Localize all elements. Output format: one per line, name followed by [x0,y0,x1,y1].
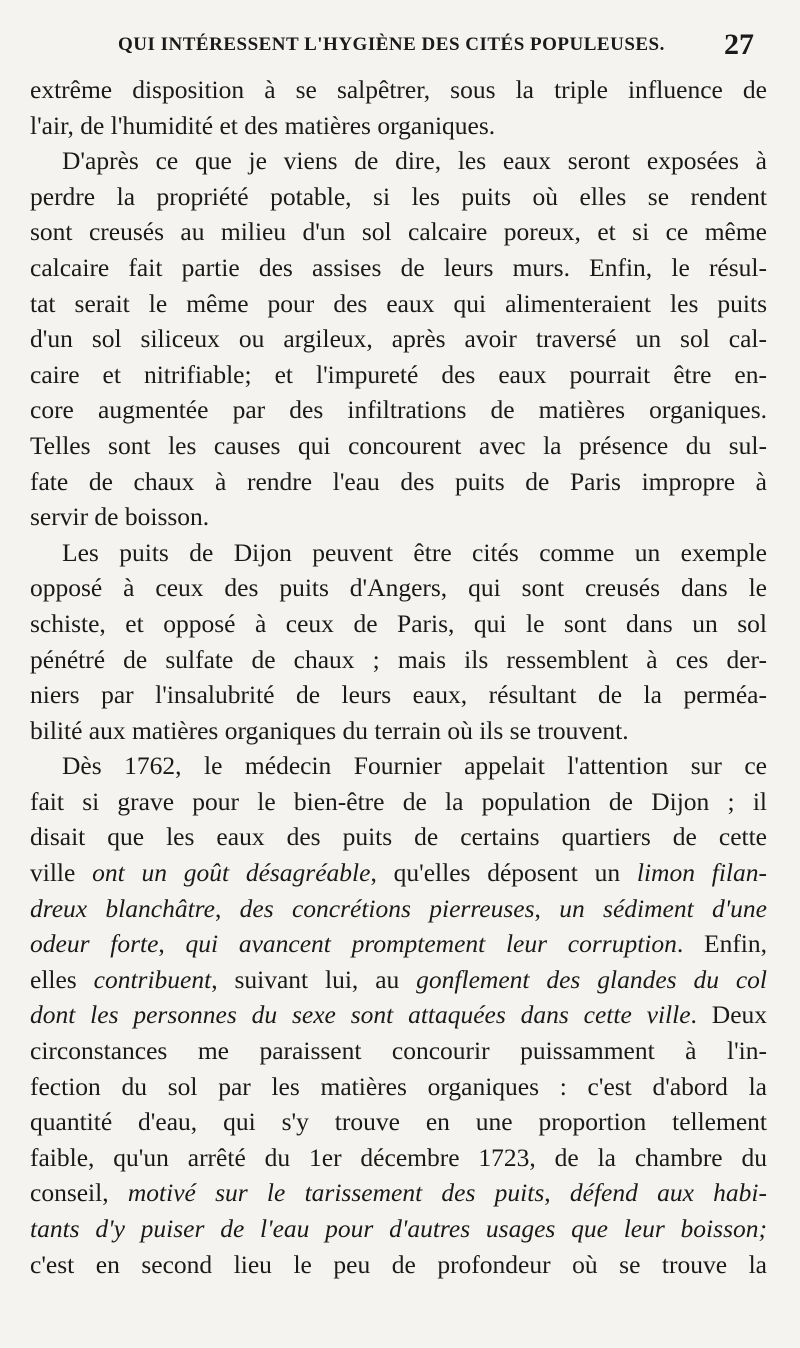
text-line: schiste, et opposé à ceux de Paris, qui le sont dans un sol [30,608,767,638]
text-line: perdre la propriété potable, si les puits où elles se rendent [30,181,767,211]
text-line: D'après ce que je viens de dire, les eaux seront exposées à [62,146,767,176]
text-line: Dès 1762, le médecin Fournier appelait l'attention sur ce [62,751,767,781]
text-line: fait si grave pour le bien-être de la population de Dijon ; il [30,786,767,816]
text-line: extrême disposition à se salpêtrer, sous la triple influence de [30,75,767,104]
text-line: dont les personnes du sexe sont attaquées dans cette ville. Deux [30,1000,768,1030]
text-line: calcaire fait partie des assises de leurs murs. Enfin, le résul- [30,252,767,282]
text-line: fection du sol par les matières organiques : c'est d'abord la [30,1071,767,1101]
running-title: QUI INTÉRESSENT L'HYGIÈNE DES CITÉS POPULEUSES. [118,34,665,55]
text-line: ville ont un goût désagréable, qu'elles déposent un limon filan- [30,858,767,888]
text-line: quantité d'eau, qui s'y trouve en une proportion tellement [30,1107,767,1137]
text-line: d'un sol siliceux ou argileux, après avoir traversé un sol cal- [30,324,767,354]
text-line: odeur forte, qui avancent promptement leur corruption. Enfin, [30,929,768,959]
text-line: tants d'y puiser de l'eau pour d'autres usages que leur boisson; [30,1214,767,1243]
text-line: pénétré de sulfate de chaux ; mais ils ressemblent à ces der- [30,644,767,674]
text-line: dreux blanchâtre, des concrétions pierreuses, un sédiment d'une [30,893,768,923]
text-line: conseil, motivé sur le tarissement des puits, défend aux habi- [30,1178,767,1208]
text-line: bilité aux matières organiques du terrain où ils se trouvent. [30,715,629,745]
text-line: disait que les eaux des puits de certains quartiers de cette [30,822,767,852]
text-line: servir de boisson. [30,502,210,532]
text-line: Les puits de Dijon peuvent être cités comme un exemple [62,537,767,567]
text-line: fate de chaux à rendre l'eau des puits de Paris impropre à [30,466,767,496]
running-head [0,28,800,64]
text-line: Telles sont les causes qui concourent avec la présence du sul- [30,430,767,460]
text-line: elles contribuent, suivant lui, au gonflement des glandes du col [30,964,768,994]
text-line: sont creusés au milieu d'un sol calcaire poreux, et si ce même [30,217,767,247]
body-text [30,72,767,1282]
text-line: l'air, de l'humidité et des matières organiques. [30,110,496,140]
text-line: faible, qu'un arrêté du 1er décembre 1723, de la chambre du [30,1142,767,1172]
page-number: 27 [724,28,754,61]
text-line: tat serait le même pour des eaux qui alimenteraient les puits [30,288,767,318]
text-line: caire et nitrifiable; et l'impureté des eaux pourrait être en- [30,359,767,389]
text-line: core augmentée par des infiltrations de matières organiques. [30,395,767,425]
text-line: c'est en second lieu le peu de profondeur où se trouve la [30,1249,767,1279]
text-line: niers par l'insalubrité de leurs eaux, résultant de la perméa- [30,680,767,710]
text-line: circonstances me paraissent concourir puissamment à l'in- [30,1036,767,1066]
text-line: opposé à ceux des puits d'Angers, qui sont creusés dans le [30,573,767,603]
